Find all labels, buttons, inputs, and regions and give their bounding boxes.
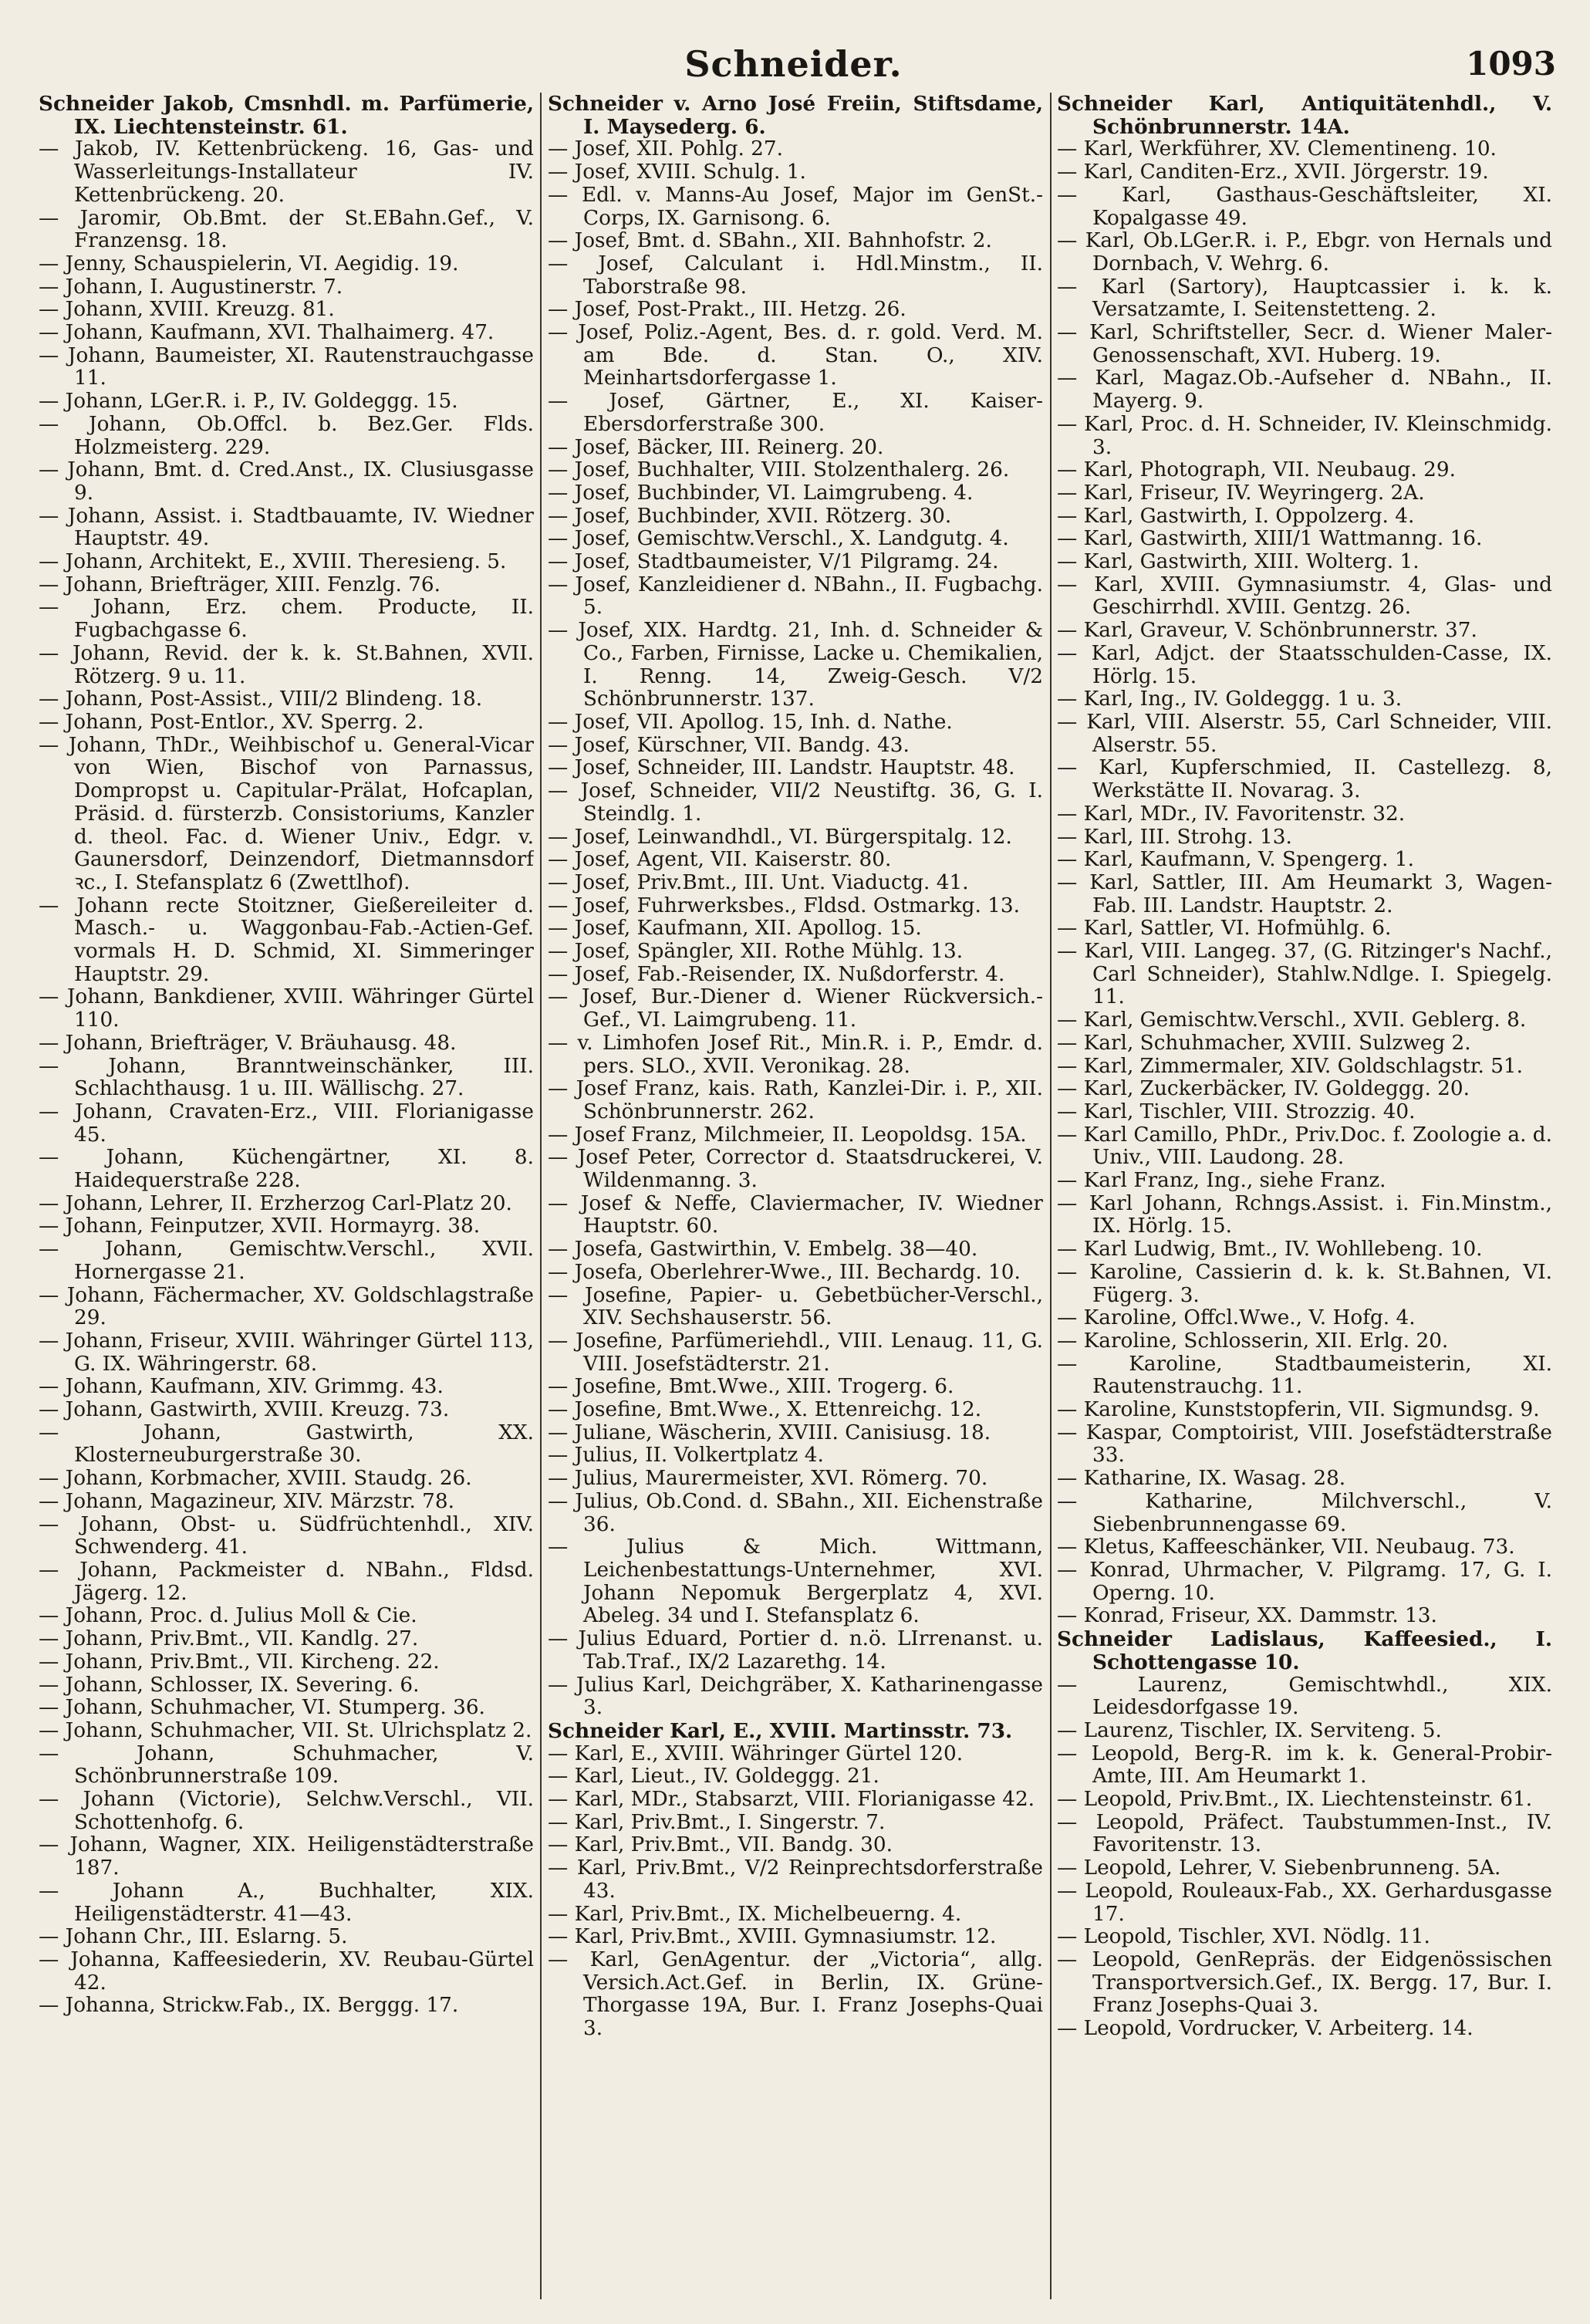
- directory-entry: — Johann, Baumeister, XI. Rautenstrauchgasse 11.: [39, 343, 534, 390]
- directory-entry: — Johann, Schuhmacher, V. Schönbrunnerstraße 109.: [39, 1741, 534, 1789]
- directory-columns: [39, 93, 1552, 2299]
- directory-entry: — Karl, VIII. Langeg. 37, (G. Ritzinger's Nachf., Carl Schneider), Stahlw.Ndlge. I. Spiegelg. 11.: [1057, 940, 1552, 1009]
- directory-entry: — Johann, Ob.Offcl. b. Bez.Ger. Flds. Holzmeisterg. 229.: [39, 412, 534, 459]
- directory-entry: — Karl, Gastwirth, I. Oppolzerg. 4.: [1057, 504, 1415, 528]
- directory-entry: — Karl, Kupferschmied, II. Castellezg. 8, Werkstätte II. Novarag. 3.: [1057, 756, 1552, 803]
- directory-entry: — Karl, Sattler, VI. Hofmühlg. 6.: [1057, 917, 1392, 941]
- directory-entry: — Karl, Ing., IV. Goldeggg. 1 u. 3.: [1057, 687, 1403, 711]
- directory-entry: — Karl (Sartory), Hauptcassier i. k. k. Versatzamte, I. Seitenstetteng. 2.: [1057, 275, 1552, 322]
- directory-entry: — Julius Eduard, Portier d. n.ö. LIrrenanst. u. Tab.Traf., IX/2 Lazarethg. 14.: [548, 1627, 1043, 1674]
- directory-entry: — Johann, ThDr., Weihbischof u. General-Vicar von Wien, Bischof von Parnassus, Dompropst u. Capitular-Prälat, Hofcaplan, Präsid. d. fürsterzb. Consistoriums, Kanzler d. theol. Fac. d. Wiener Univ., Edgr. v. Gaunersdorf, Deinzendorf, Dietmannsdorf ꝛc., I. Stefansplatz 6 (Zwettlhof).: [39, 733, 534, 894]
- directory-entry: — Josefa, Gastwirthin, V. Embelg. 38—40.: [548, 1238, 978, 1262]
- directory-entry: — Karl, Priv.Bmt., I. Singerstr. 7.: [548, 1810, 886, 1834]
- directory-entry: Schneider Karl, E., XVIII. Martinsstr. 73.: [548, 1718, 1013, 1743]
- directory-entry: — Jaromir, Ob.Bmt. der St.EBahn.Gef., V. Franzensg. 18.: [39, 206, 534, 253]
- directory-entry: — Karl, Gastwirth, XIII. Wolterg. 1.: [1057, 550, 1420, 574]
- directory-entry: Schneider Ladislaus, Kaffeesied., I. Schottengasse 10.: [1057, 1627, 1552, 1674]
- directory-entry: — Josefine, Papier- u. Gebetbücher-Verschl., XIV. Sechshauserstr. 56.: [548, 1283, 1043, 1330]
- directory-entry: — Karl, Priv.Bmt., VII. Bandg. 30.: [548, 1833, 893, 1857]
- page-number: 1093: [1466, 45, 1556, 83]
- directory-entry: — Josef, Buchbinder, XVII. Rötzerg. 30.: [548, 504, 952, 528]
- directory-entry: — Josef, XII. Pohlg. 27.: [548, 137, 783, 161]
- directory-entry: — Johann, Feinputzer, XVII. Hormayrg. 38.: [39, 1214, 481, 1238]
- directory-entry: — Johann, I. Augustinerstr. 7.: [39, 275, 343, 299]
- directory-entry: — Karl, Werkführer, XV. Clementineng. 10.: [1057, 137, 1497, 161]
- directory-entry: — Karl, Photograph, VII. Neubaug. 29.: [1057, 458, 1456, 482]
- directory-entry: — Johann, Korbmacher, XVIII. Staudg. 26.: [39, 1467, 472, 1491]
- directory-entry: — Karl, Schuhmacher, XVIII. Sulzweg 2.: [1057, 1031, 1471, 1055]
- directory-entry: — Johann recte Stoitzner, Gießereileiter d. Masch.- u. Waggonbau-Fab.-Actien-Gef. vormals H. D. Schmid, XI. Simmeringer Hauptstr. 29.: [39, 893, 534, 986]
- directory-entry: — Karl, Priv.Bmt., V/2 Reinprechtsdorferstraße 43.: [548, 1856, 1043, 1903]
- directory-entry: — Leopold, Präfect. Taubstummen-Inst., IV. Favoritenstr. 13.: [1057, 1810, 1552, 1857]
- directory-entry: — Johann, Obst- u. Südfrüchtenhdl., XIV. Schwenderg. 41.: [39, 1512, 534, 1559]
- directory-entry: — Johann, Schlosser, IX. Severing. 6.: [39, 1673, 420, 1697]
- directory-entry: — Leopold, Lehrer, V. Siebenbrunneng. 5A.: [1057, 1856, 1501, 1880]
- directory-entry: — Leopold, Berg-R. im k. k. General-Probir-Amte, III. Am Heumarkt 1.: [1057, 1741, 1552, 1789]
- directory-entry: Schneider v. Arno José Freiin, Stiftsdame, I. Maysederg. 6.: [548, 93, 1043, 139]
- directory-entry: — Karl, E., XVIII. Währinger Gürtel 120.: [548, 1741, 964, 1765]
- directory-entry: — Josef, Spängler, XII. Rothe Mühlg. 13.: [548, 940, 964, 964]
- directory-entry: — Josef, Schneider, III. Landstr. Hauptstr. 48.: [548, 756, 1015, 780]
- directory-entry: — Katharine, Milchverschl., V. Siebenbrunnengasse 69.: [1057, 1489, 1552, 1536]
- directory-entry: Schneider Jakob, Cmsnhdl. m. Parfümerie, IX. Liechtensteinstr. 61.: [39, 93, 534, 139]
- directory-entry: — Johann, Post-Entlor., XV. Sperrg. 2.: [39, 710, 424, 734]
- directory-entry: — Julius, Maurermeister, XVI. Römerg. 70.: [548, 1467, 988, 1491]
- directory-entry: — Josef, Priv.Bmt., III. Unt. Viaductg. 41.: [548, 870, 969, 894]
- directory-entry: — Karl, XVIII. Gymnasiumstr. 4, Glas- und Geschirrhdl. XVIII. Gentzg. 26.: [1057, 573, 1552, 620]
- directory-entry: — Karl, Friseur, IV. Weyringerg. 2A.: [1057, 481, 1425, 505]
- directory-entry: — Johann A., Buchhalter, XIX. Heiligenstädterstr. 41—43.: [39, 1879, 534, 1926]
- directory-entry: — Karl, Gasthaus-Geschäftsleiter, XI. Kopalgasse 49.: [1057, 183, 1552, 230]
- directory-entry: — Leopold, GenRepräs. der Eidgenössischen Transportversich.Gef., IX. Bergg. 17, Bur. I. Franz Josephs-Quai 3.: [1057, 1947, 1552, 2018]
- directory-entry: — Leopold, Priv.Bmt., IX. Liechtensteinstr. 61.: [1057, 1788, 1533, 1812]
- directory-entry: — Josef, Gärtner, E., XI. Kaiser-Ebersdorferstraße 300.: [548, 390, 1043, 436]
- directory-entry: — Josefa, Oberlehrer-Wwe., III. Bechardg. 10.: [548, 1260, 1021, 1284]
- directory-entry: — Josef, Leinwandhdl., VI. Bürgerspitalg. 12.: [548, 825, 1012, 849]
- column-2: [548, 93, 1043, 2299]
- directory-entry: — Karl Johann, Rchngs.Assist. i. Fin.Minstm., IX. Hörlg. 15.: [1057, 1191, 1552, 1238]
- directory-entry: — Karl, Kaufmann, V. Spengerg. 1.: [1057, 848, 1414, 872]
- directory-entry: — Karoline, Stadtbaumeisterin, XI. Rautenstrauchg. 11.: [1057, 1352, 1552, 1399]
- directory-entry: — Johann, Architekt, E., XVIII. Theresieng. 5.: [39, 550, 507, 574]
- directory-entry: — Julius Karl, Deichgräber, X. Katharinengasse 3.: [548, 1673, 1043, 1720]
- directory-entry: — Josef, XIX. Hardtg. 21, Inh. d. Schneider & Co., Farben, Firnisse, Lacke u. Chemikalien, I. Renng. 14, Zweig-Gesch. V/2 Schönbrunnerstr. 137.: [548, 619, 1043, 711]
- directory-entry: — Johanna, Strickw.Fab., IX. Berggg. 17.: [39, 1994, 459, 2018]
- column-1: [39, 93, 534, 2299]
- directory-entry: — Josef Franz, Milchmeier, II. Leopoldsg. 15A.: [548, 1123, 1027, 1147]
- directory-entry: — Josef, VII. Apollog. 15, Inh. d. Nathe.: [548, 710, 953, 734]
- directory-entry: — Johann, Fächermacher, XV. Goldschlagstraße 29.: [39, 1283, 534, 1330]
- directory-entry: — Julius, II. Volkertplatz 4.: [548, 1444, 824, 1468]
- directory-entry: — Josef, Bmt. d. SBahn., XII. Bahnhofstr. 2.: [548, 229, 992, 253]
- directory-entry: — Karl, Zuckerbäcker, IV. Goldeggg. 20.: [1057, 1077, 1470, 1101]
- directory-entry: — Karl, Canditen-Erz., XVII. Jörgerstr. 19.: [1057, 160, 1489, 184]
- directory-entry: — Konrad, Uhrmacher, V. Pilgramg. 17, G. I. Operng. 10.: [1057, 1559, 1552, 1605]
- directory-entry: — Jakob, IV. Kettenbrückeng. 16, Gas- und Wasserleitungs-Installateur IV. Kettenbrückeng. 20.: [39, 137, 534, 207]
- directory-entry: — Johann, Bankdiener, XVIII. Währinger Gürtel 110.: [39, 985, 534, 1032]
- directory-entry: — Karl Franz, Ing., siehe Franz.: [1057, 1169, 1386, 1193]
- directory-entry: — Johanna, Kaffeesiederin, XV. Reubau-Gürtel 42.: [39, 1947, 534, 1995]
- directory-entry: — Karoline, Kunststopferin, VII. Sigmundsg. 9.: [1057, 1398, 1540, 1422]
- directory-entry: — Karl, Gemischtw.Verschl., XVII. Geblerg. 8.: [1057, 1008, 1527, 1032]
- directory-entry: — Josef, Agent, VII. Kaiserstr. 80.: [548, 848, 892, 872]
- directory-entry: — Josef, Poliz.-Agent, Bes. d. r. gold. Verd. M. am Bde. d. Stan. O., XIV. Meinhartsdorfergasse 1.: [548, 321, 1043, 390]
- directory-entry: — Josef, Kanzleidiener d. NBahn., II. Fugbachg. 5.: [548, 573, 1043, 620]
- directory-entry: — Karl, Ob.LGer.R. i. P., Ebgr. von Hernals und Dornbach, V. Wehrg. 6.: [1057, 229, 1552, 275]
- directory-entry: — Johann, Gemischtw.Verschl., XVII. Hornergasse 21.: [39, 1238, 534, 1284]
- directory-entry: — Karl, MDr., IV. Favoritenstr. 32.: [1057, 802, 1406, 826]
- directory-entry: — Johann, Revid. der k. k. St.Bahnen, XVII. Rötzerg. 9 u. 11.: [39, 641, 534, 688]
- directory-entry: — Josef, Fuhrwerksbes., Fldsd. Ostmarkg. 13.: [548, 893, 1020, 917]
- directory-entry: — Johann, Bmt. d. Cred.Anst., IX. Clusiusgasse 9.: [39, 458, 534, 505]
- directory-entry: — Juliane, Wäscherin, XVIII. Canisiusg. 18.: [548, 1420, 991, 1444]
- directory-entry: — Josef, Stadtbaumeister, V/1 Pilgramg. 24.: [548, 550, 999, 574]
- directory-entry: — Johann, Friseur, XVIII. Währinger Gürtel 113, G. IX. Währingerstr. 68.: [39, 1329, 534, 1376]
- directory-entry: — Leopold, Vordrucker, V. Arbeiterg. 14.: [1057, 2017, 1474, 2041]
- directory-entry: — Konrad, Friseur, XX. Dammstr. 13.: [1057, 1604, 1437, 1628]
- directory-entry: — Jenny, Schauspielerin, VI. Aegidig. 19.: [39, 252, 459, 275]
- directory-entry: — Johann, Erz. chem. Producte, II. Fugbachgasse 6.: [39, 596, 534, 643]
- directory-entry: — Johann (Victorie), Selchw.Verschl., VII. Schottenhofg. 6.: [39, 1788, 534, 1834]
- directory-entry: — Johann, Kaufmann, XVI. Thalhaimerg. 47.: [39, 321, 495, 345]
- directory-entry: — Johann, Briefträger, XIII. Fenzlg. 76.: [39, 573, 441, 596]
- directory-entry: — Josef, XVIII. Schulg. 1.: [548, 160, 806, 184]
- directory-entry: — Karl, VIII. Alserstr. 55, Carl Schneider, VIII. Alserstr. 55.: [1057, 710, 1552, 757]
- directory-entry: — Johann, Wagner, XIX. Heiligenstädterstraße 187.: [39, 1833, 534, 1880]
- directory-entry: — Karl, Lieut., IV. Goldeggg. 21.: [548, 1765, 879, 1789]
- directory-entry: — Johann, Magazineur, XIV. Märzstr. 78.: [39, 1489, 454, 1513]
- directory-entry: — Karoline, Offcl.Wwe., V. Hofg. 4.: [1057, 1306, 1416, 1330]
- directory-entry: — Johann, Schuhmacher, VI. Stumperg. 36.: [39, 1696, 485, 1720]
- directory-entry: — Johann, Branntweinschänker, III. Schlachthausg. 1 u. III. Wällischg. 27.: [39, 1054, 534, 1101]
- directory-entry: — Leopold, Rouleaux-Fab., XX. Gerhardusgasse 17.: [1057, 1879, 1552, 1926]
- directory-entry: — Josef, Gemischtw.Verschl., X. Landgutg. 4.: [548, 527, 1009, 551]
- directory-entry: — Johann, Priv.Bmt., VII. Kandlg. 27.: [39, 1627, 419, 1651]
- directory-entry: — Johann, Lehrer, II. Erzherzog Carl-Platz 20.: [39, 1191, 512, 1215]
- directory-entry: — Johann, Proc. d. Julius Moll & Cie.: [39, 1604, 417, 1628]
- directory-entry: — Karl, Proc. d. H. Schneider, IV. Kleinschmidg. 3.: [1057, 412, 1552, 459]
- column-3: [1057, 93, 1552, 2299]
- directory-entry: — Karl, Magaz.Ob.-Aufseher d. NBahn., II. Mayerg. 9.: [1057, 367, 1552, 414]
- directory-entry: — Johann, Cravaten-Erz., VIII. Florianigasse 45.: [39, 1100, 534, 1147]
- directory-entry: — Karl, MDr., Stabsarzt, VIII. Florianigasse 42.: [548, 1788, 1035, 1812]
- directory-entry: — Josef, Bäcker, III. Reinerg. 20.: [548, 435, 884, 459]
- directory-entry: — Johann, Priv.Bmt., VII. Kircheng. 22.: [39, 1650, 440, 1674]
- directory-entry: — Karl, Graveur, V. Schönbrunnerstr. 37.: [1057, 619, 1477, 643]
- directory-entry: — Laurenz, Gemischtwhdl., XIX. Leidesdorfgasse 19.: [1057, 1673, 1552, 1720]
- directory-entry: — Karl, Priv.Bmt., XVIII. Gymnasiumstr. 12.: [548, 1925, 997, 1949]
- directory-entry: — Josef & Neffe, Claviermacher, IV. Wiedner Hauptstr. 60.: [548, 1191, 1043, 1238]
- directory-entry: — Karl Camillo, PhDr., Priv.Doc. f. Zoologie a. d. Univ., VIII. Laudong. 28.: [1057, 1123, 1552, 1170]
- directory-entry: — Johann, XVIII. Kreuzg. 81.: [39, 298, 335, 322]
- directory-entry: — Josef, Buchbinder, VI. Laimgrubeng. 4.: [548, 481, 974, 505]
- directory-entry: — Leopold, Tischler, XVI. Nödlg. 11.: [1057, 1925, 1430, 1949]
- directory-entry: — Johann, Assist. i. Stadtbauamte, IV. Wiedner Hauptstr. 49.: [39, 504, 534, 551]
- directory-entry: — Karl, III. Strohg. 13.: [1057, 825, 1292, 849]
- directory-entry: — Karl, Sattler, III. Am Heumarkt 3, Wagen-Fab. III. Landstr. Hauptstr. 2.: [1057, 870, 1552, 917]
- directory-entry: — Edl. v. Manns-Au Josef, Major im GenSt.-Corps, IX. Garnisong. 6.: [548, 183, 1043, 230]
- directory-entry: — Josef, Fab.-Reisender, IX. Nußdorferstr. 4.: [548, 962, 1005, 986]
- directory-entry: — Julius & Mich. Wittmann, Leichenbestattungs-Unternehmer, XVI. Johann Nepomuk Bergerplatz 4, XVI. Abeleg. 34 und I. Stefansplatz 6.: [548, 1535, 1043, 1628]
- directory-entry: — Johann, Post-Assist., VIII/2 Blindeng. 18.: [39, 687, 483, 711]
- directory-entry: — v. Limhofen Josef Rit., Min.R. i. P., Emdr. d. pers. SLO., XVII. Veronikag. 28.: [548, 1031, 1043, 1078]
- directory-entry: — Karl, GenAgentur. der „Victoria“, allg. Versich.Act.Gef. in Berlin, IX. Grüne-Thorgasse 19A, Bur. I. Franz Josephs-Quai 3.: [548, 1947, 1043, 2041]
- directory-entry: — Johann, Küchengärtner, XI. 8. Haidequerstraße 228.: [39, 1146, 534, 1193]
- directory-entry: — Karl, Tischler, VIII. Strozzig. 40.: [1057, 1100, 1416, 1123]
- directory-entry: — Johann, Kaufmann, XIV. Grimmg. 43.: [39, 1375, 444, 1399]
- directory-entry: — Kletus, Kaffeeschänker, VII. Neubaug. 73.: [1057, 1535, 1515, 1559]
- directory-entry: — Johann, Packmeister d. NBahn., Fldsd. Jägerg. 12.: [39, 1559, 534, 1605]
- directory-entry: — Karl, Gastwirth, XIII/1 Wattmanng. 16.: [1057, 527, 1483, 551]
- directory-entry: — Josef, Calculant i. Hdl.Minstm., II. Taborstraße 98.: [548, 252, 1043, 299]
- directory-entry: — Johann, Schuhmacher, VII. St. Ulrichsplatz 2.: [39, 1718, 532, 1742]
- directory-entry: Schneider Karl, Antiquitätenhdl., V. Schönbrunnerstr. 14A.: [1057, 93, 1552, 139]
- directory-entry: — Josef, Post-Prakt., III. Hetzg. 26.: [548, 298, 906, 322]
- directory-entry: — Katharine, IX. Wasag. 28.: [1057, 1467, 1346, 1491]
- directory-entry: — Karl, Adjct. der Staatsschulden-Casse, IX. Hörlg. 15.: [1057, 641, 1552, 688]
- directory-entry: — Johann, Gastwirth, XX. Klosterneuburgerstraße 30.: [39, 1420, 534, 1468]
- directory-entry: — Karl, Schriftsteller, Secr. d. Wiener Maler-Genossenschaft, XVI. Huberg. 19.: [1057, 321, 1552, 367]
- page-title: Schneider.: [684, 43, 903, 85]
- directory-entry: — Josefine, Parfümeriehdl., VIII. Lenaug. 11, G. VIII. Josefstädterstr. 21.: [548, 1329, 1043, 1376]
- directory-entry: — Josef Peter, Corrector d. Staatsdruckerei, V. Wildenmanng. 3.: [548, 1146, 1043, 1193]
- directory-entry: — Julius, Ob.Cond. d. SBahn., XII. Eichenstraße 36.: [548, 1489, 1043, 1536]
- directory-entry: — Johann, LGer.R. i. P., IV. Goldeggg. 15.: [39, 390, 458, 414]
- directory-entry: — Kaspar, Comptoirist, VIII. Josefstädterstraße 33.: [1057, 1420, 1552, 1468]
- directory-entry: — Karoline, Cassierin d. k. k. St.Bahnen, VI. Fügerg. 3.: [1057, 1260, 1552, 1307]
- directory-entry: — Josef Franz, kais. Rath, Kanzlei-Dir. i. P., XII. Schönbrunnerstr. 262.: [548, 1077, 1043, 1123]
- directory-entry: — Karl, Zimmermaler, XIV. Goldschlagstr. 51.: [1057, 1054, 1524, 1078]
- directory-entry: — Johann, Gastwirth, XVIII. Kreuzg. 73.: [39, 1398, 450, 1422]
- directory-entry: — Josefine, Bmt.Wwe., XIII. Trogerg. 6.: [548, 1375, 954, 1399]
- directory-entry: — Laurenz, Tischler, IX. Serviteng. 5.: [1057, 1718, 1442, 1742]
- directory-entry: — Johann, Briefträger, V. Bräuhausg. 48.: [39, 1031, 457, 1055]
- directory-entry: — Josef, Buchhalter, VIII. Stolzenthalerg. 26.: [548, 458, 1010, 482]
- directory-entry: — Josef, Kaufmann, XII. Apollog. 15.: [548, 917, 922, 941]
- directory-entry: — Josef, Bur.-Diener d. Wiener Rückversich.-Gef., VI. Laimgrubeng. 11.: [548, 985, 1043, 1032]
- directory-entry: — Josef, Schneider, VII/2 Neustiftg. 36, G. I. Steindlg. 1.: [548, 779, 1043, 826]
- directory-entry: — Karl, Priv.Bmt., IX. Michelbeuerng. 4.: [548, 1902, 962, 1926]
- directory-entry: — Josefine, Bmt.Wwe., X. Ettenreichg. 12.: [548, 1398, 982, 1422]
- directory-entry: — Karoline, Schlosserin, XII. Erlg. 20.: [1057, 1329, 1449, 1353]
- directory-entry: — Josef, Kürschner, VII. Bandg. 43.: [548, 733, 910, 757]
- directory-entry: — Karl Ludwig, Bmt., IV. Wohllebeng. 10.: [1057, 1238, 1483, 1262]
- directory-entry: — Johann Chr., III. Eslarng. 5.: [39, 1925, 348, 1949]
